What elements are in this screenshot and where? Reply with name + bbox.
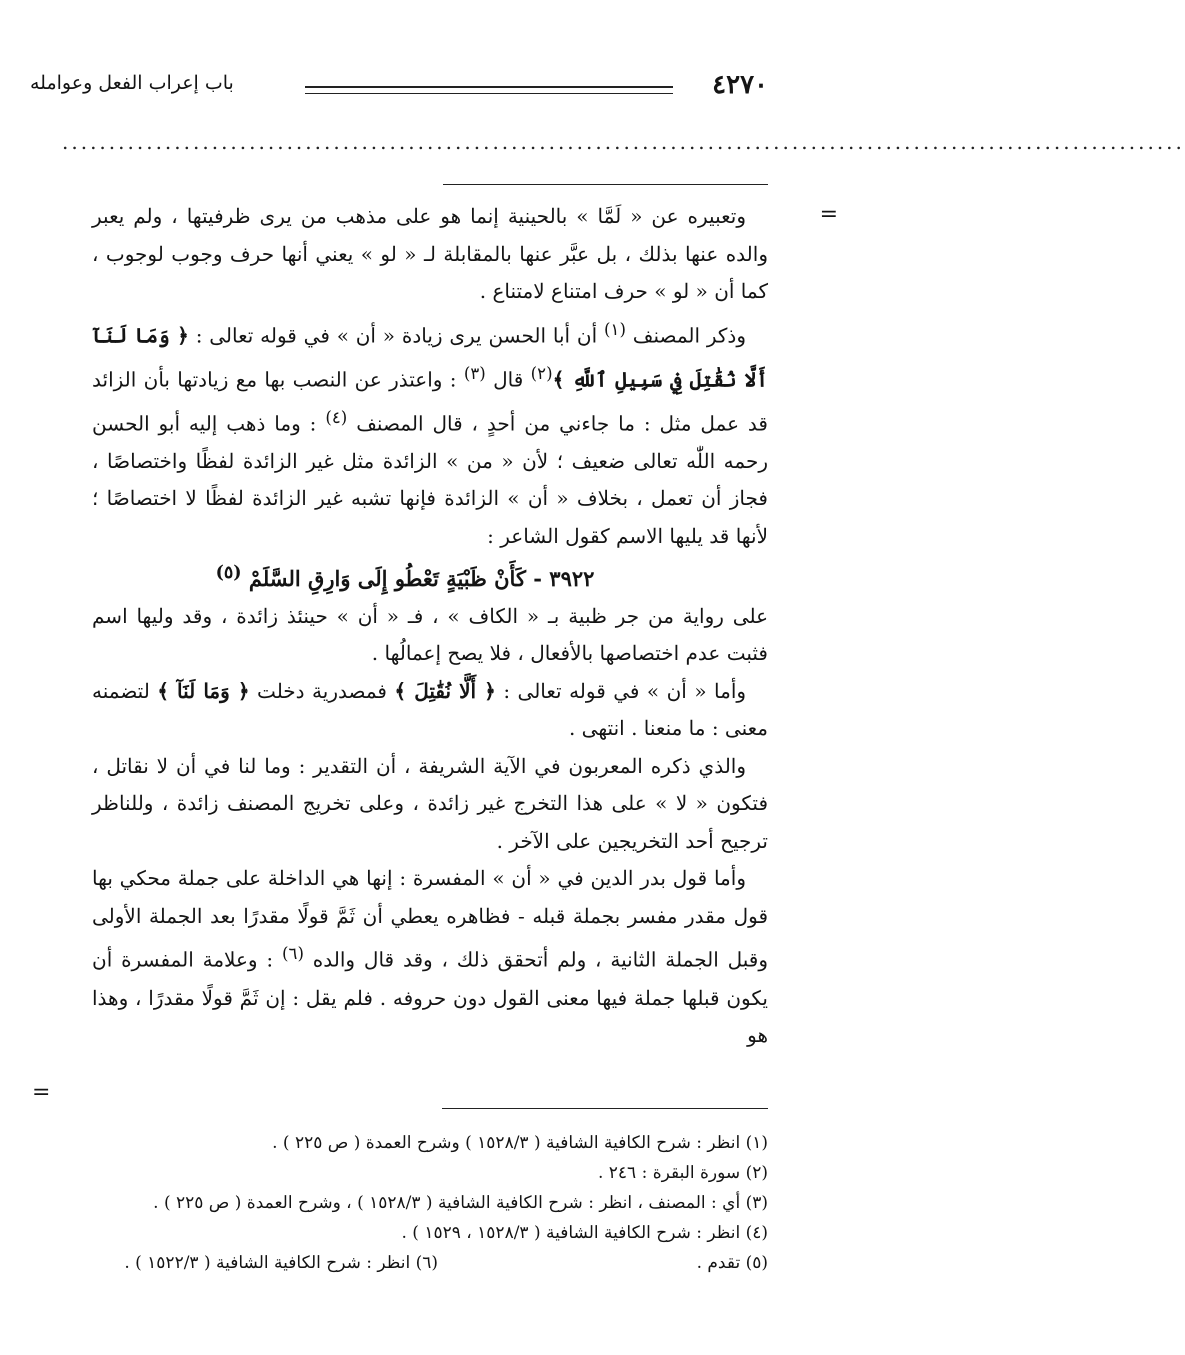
paragraph-3: على رواية من جر ظبية بـ « الكاف » ، فـ « أن » حينئذ زائدة ، وقد وليها اسم فثبت عدم اختصاصها بالأفعال ، فلا يصح إعمالُها . <box>92 603 768 666</box>
footnote-1: (١) انظر : شرح الكافية الشافية ( ١٥٢٨/٣ ) وشرح العمدة ( ص ٢٢٥ ) . <box>272 1133 768 1153</box>
paragraph-4 <box>92 673 768 748</box>
footnote-2: (٢) سورة البقرة : ٢٤٦ . <box>597 1163 768 1183</box>
poetry-verse <box>92 555 768 598</box>
footnote-4: (٤) انظر : شرح الكافية الشافية ( ١٥٢٨/٣ ، ١٥٢٩ ) . <box>401 1223 768 1243</box>
paragraph-2 <box>92 311 768 556</box>
text-span: فمصدرية دخلت <box>249 678 395 703</box>
footnote-row-5-6 <box>68 1248 768 1278</box>
text-span: لتضمنه معنى : ما منعنا . انتهى . <box>92 678 768 741</box>
text-span: وأما « أن » في قوله تعالى : <box>495 678 747 703</box>
paragraph-5: والذي ذكره المعربون في الآية الشريفة ، أن التقدير : وما لنا في أن لا نقاتل ، فتكون « لا » على هذا التخرج غير زائدة ، وعلى تخريج المصنف زائدة ، وللناظر ترجيح أحد التخريجين على الآخر . <box>92 753 769 853</box>
footnote-rule <box>442 1108 768 1109</box>
text-span: : واعتذر عن النصب بها مع زيادتها بأن الزائد قد عمل مثل : ما جاءني من أحدٍ ، قال المصنف <box>92 367 768 436</box>
page-header <box>30 70 768 110</box>
dotted-separator: ........................................................................................................................ <box>62 130 1185 154</box>
footnote-ref-2: (٢) <box>530 363 553 383</box>
verse-text: ٣٩٢٢ - كَأَنْ ظَبْيَةٍ تَعْطُو إِلَى وَارِقِ السَّلَمْ <box>248 566 595 592</box>
header-rule <box>305 86 673 94</box>
footnote-ref-3: (٣) <box>463 363 486 383</box>
text-span: أن أبا الحسن يرى زيادة « أن » في قوله تعالى : <box>188 323 604 348</box>
quran-quote: ﴿ وَمَا لَنَآ أَلَّا نُقَٰتِلَ فِي سَبِيلِ ٱللَّهِ ﴾ <box>92 323 768 392</box>
top-rule <box>443 184 768 185</box>
footnotes <box>68 1128 768 1278</box>
footnote-6: (٦) انظر : شرح الكافية الشافية ( ١٥٢٢/٣ ) . <box>124 1253 438 1273</box>
quran-quote: ﴿ أَلَّا نُقَٰتِلَ ﴾ <box>394 678 496 703</box>
paragraph-1: وتعبيره عن « لَمَّا » بالحينية إنما هو على مذهب من يرى ظرفيتها ، ولم يعبر والده عنها بذلك ، بل عبَّر عنها بالمقابلة لـ « لو » يعني أنها حرف وجوب لوجوب ، كما أن « لو » حرف امتناع لامتناع . <box>92 204 768 303</box>
footnote-ref-6: (٦) <box>282 944 304 964</box>
text-span: وذكر المصنف <box>625 323 746 348</box>
text-span: : وعلامة المفسرة أن يكون قبلها جملة فيها معنى القول دون حروفه . فلم يقل : إن ثَمَّ قولًا مقدرًا ، وهذا هو <box>92 948 768 1048</box>
quran-quote: ﴿ وَمَا لَنَآ ﴾ <box>157 678 250 703</box>
continuation-marker: = <box>819 202 838 227</box>
page-number: ٤٢٧٠ <box>712 70 768 100</box>
main-text <box>92 198 768 1055</box>
footnote-ref-1: (١) <box>603 319 626 339</box>
footnote-ref-4: (٤) <box>325 407 348 427</box>
continued-marker: = <box>32 1080 51 1105</box>
running-title: باب إعراب الفعل وعوامله <box>30 72 234 94</box>
text-span: قال <box>485 367 531 392</box>
paragraph-6 <box>92 860 768 1054</box>
footnote-3: (٣) أي : المصنف ، انظر : شرح الكافية الشافية ( ١٥٢٨/٣ ) ، وشرح العمدة ( ص ٢٢٥ ) . <box>153 1193 768 1213</box>
footnote-5: (٥) تقدم . <box>696 1253 768 1273</box>
text-span: وأما قول بدر الدين في « أن » المفسرة : إنها هي الداخلة على جملة محكي بها قول مقدر مفسر بجملة قبله - فظاهره يعطي أن ثَمَّ قولًا مقدرًا بعد الجملة الأولى وقبل الجملة الثانية ، ولم أتحقق ذلك ، وقد قال والده <box>92 866 769 973</box>
footnote-ref-5: (٥) <box>215 563 242 584</box>
text-span: : وما ذهب إليه أبو الحسن رحمه اللّٰه تعالى ضعيف ؛ لأن « من » الزائدة مثل غير الزائدة لفظًا واختصاصًا ، فجاز أن تعمل ، بخلاف « أن » الزائدة فإنها تشبه غير الزائدة لفظًا لا اختصاصًا ؛ لأنها قد يليها الاسم كقول الشاعر : <box>92 411 768 548</box>
